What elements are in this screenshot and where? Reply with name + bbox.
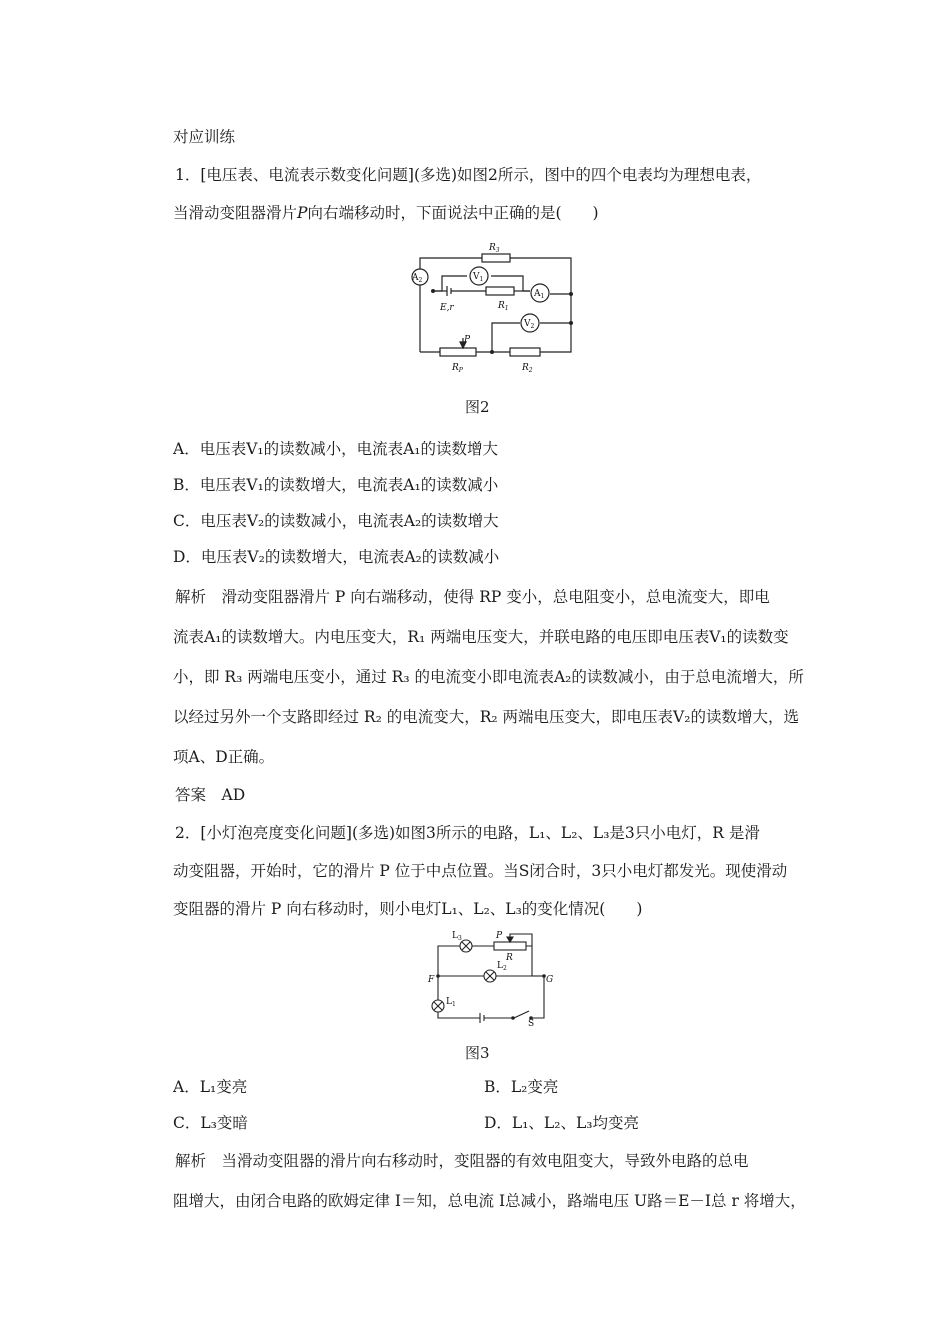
fig3-label-p: P xyxy=(496,931,503,941)
q2-analysis-line1: 解析 当滑动变阻器的滑片向右移动时，变阻器的有效电阻变大，导致外电路的总电 xyxy=(175,1152,749,1170)
fig2-label-v1: $V_1$ xyxy=(473,272,484,283)
q2-stem-line3: 变阻器的滑片 P 向右移动时，则小电灯L₁、L₂、L₃的变化情况( ) xyxy=(173,900,643,918)
q2-option-b: B．L₂变亮 xyxy=(484,1078,559,1096)
q2-stem-line2: 动变阻器，开始时，它的滑片 P 位于中点位置。当S闭合时，3只小电灯都发光。现使滑动 xyxy=(173,862,788,880)
fig2-label-a2: $A_2$ xyxy=(412,273,423,284)
q2-option-d: D．L₁、L₂、L₃均变亮 xyxy=(484,1114,639,1132)
fig2-label-p: P xyxy=(464,335,471,345)
fig2-label-r1: $R_1$ xyxy=(498,301,509,312)
fig2-label-r2: $R_2$ xyxy=(522,363,533,374)
q1-stem-line2-a: 当滑动变阻器滑片 xyxy=(173,204,298,222)
q2-stem-line1: 2．[小灯泡亮度变化问题](多选)如图3所示的电路，L₁、L₂、L₃是3只小电灯，R 是滑 xyxy=(175,824,760,842)
figure-3-circuit xyxy=(424,926,564,1026)
fig3-label-l1: $L_1$ xyxy=(446,997,456,1008)
section-title: 对应训练 xyxy=(173,128,236,146)
figure-2-circuit xyxy=(410,238,580,378)
fig3-label-s: S xyxy=(528,1019,535,1026)
fig3-label-l3: $L_3$ xyxy=(452,931,462,942)
q2-option-a: A．L₁变亮 xyxy=(173,1078,248,1096)
q1-stem-line2-b: 向右端移动时，下面说法中正确的是( ) xyxy=(307,204,599,222)
fig2-label-a1: $A_1$ xyxy=(534,289,545,300)
figure-3-caption: 图3 xyxy=(465,1044,490,1062)
fig2-label-r3: $R_3$ xyxy=(489,243,500,254)
q1-option-d: D．电压表V₂的读数增大，电流表A₂的读数减小 xyxy=(173,548,500,566)
figure-2-caption: 图2 xyxy=(465,398,490,416)
q1-analysis-line2: 流表A₁的读数增大。内电压变大，R₁ 两端电压变大，并联电路的电压即电压表V₁的读数变 xyxy=(173,628,789,646)
q1-option-a: A．电压表V₁的读数减小，电流表A₁的读数增大 xyxy=(173,440,499,458)
fig3-label-l2: $L_2$ xyxy=(497,961,507,972)
q2-analysis-line2: 阻增大，由闭合电路的欧姆定律 I＝知，总电流 I总减小，路端电压 U路＝E－I总 r 将增大， xyxy=(173,1192,806,1210)
fig2-label-v2: $V_2$ xyxy=(524,319,535,330)
fig3-label-g: G xyxy=(546,975,554,985)
q1-option-b: B．电压表V₁的读数增大，电流表A₁的读数减小 xyxy=(173,476,499,494)
q1-analysis-line3: 小，即 R₃ 两端电压变小，通过 R₃ 的电流变小即电流表A₂的读数减小，由于总电流增大，所 xyxy=(173,668,804,686)
fig3-label-r: R xyxy=(506,953,513,963)
fig2-label-rp: $R_P$ xyxy=(452,363,463,374)
fig2-label-er: E,r xyxy=(440,303,454,313)
q1-stem-line2-p: P xyxy=(297,204,308,222)
fig3-label-f: F xyxy=(428,975,435,985)
q1-option-c: C．电压表V₂的读数减小，电流表A₂的读数增大 xyxy=(173,512,499,530)
q2-option-c: C．L₃变暗 xyxy=(173,1114,248,1132)
q1-analysis-line4: 以经过另外一个支路即经过 R₂ 的电流变大，R₂ 两端电压变大，即电压表V₂的读数增大，选 xyxy=(173,708,799,726)
q1-stem-line2 xyxy=(173,202,599,224)
q1-answer: 答案 AD xyxy=(175,786,246,804)
q1-analysis-line1: 解析 滑动变阻器滑片 P 向右端移动，使得 RP 变小，总电阻变小，总电流变大，即电 xyxy=(175,588,770,606)
q1-stem-line1: 1．[电压表、电流表示数变化问题](多选)如图2所示，图中的四个电表均为理想电表， xyxy=(175,166,762,184)
q1-analysis-line5: 项A、D正确。 xyxy=(173,748,275,766)
